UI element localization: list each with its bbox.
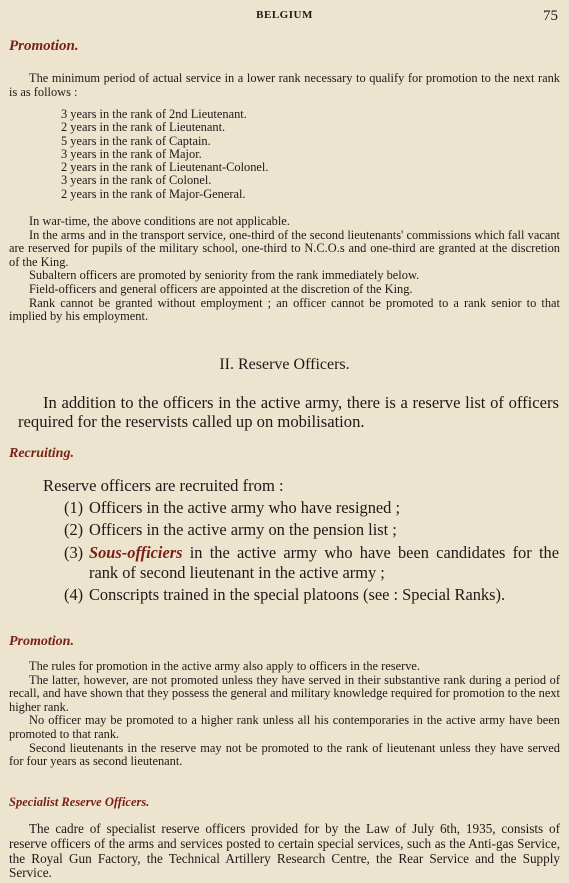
rank-requirements-list <box>61 108 268 201</box>
running-title: BELGIUM <box>256 9 313 21</box>
promotion-rules <box>9 215 560 324</box>
specialist-heading: Specialist Reserve Officers. <box>9 795 150 809</box>
page-header <box>0 8 569 26</box>
rank-requirement: 2 years in the rank of Lieutenant-Colonel. <box>61 160 269 175</box>
reserve-promotion-rules <box>9 660 560 769</box>
page-number: 75 <box>543 8 558 24</box>
rank-requirement: 3 years in the rank of 2nd Lieutenant. <box>61 107 247 121</box>
recruit-source-item: (3) Sous-officiers in the active army who have been candidates for the rank of second lieutenant in the active army ; <box>64 543 559 582</box>
recruit-source-item: (1) Officers in the active army who have resigned ; <box>64 498 401 517</box>
rule-paragraph: In war-time, the above conditions are not applicable. <box>29 214 290 228</box>
rule-paragraph: No officer may be promoted to a higher rank unless all his contemporaries in the active army have been promoted to that rank. <box>9 713 560 741</box>
rule-paragraph: Subaltern officers are promoted by seniority from the rank immediately below. <box>29 268 420 283</box>
rank-requirement: 3 years in the rank of Colonel. <box>61 173 212 188</box>
rank-requirement: 2 years in the rank of Lieutenant. <box>61 120 226 135</box>
promotion-heading: Promotion. <box>9 38 79 54</box>
rule-paragraph: The rules for promotion in the active army also apply to officers in the reserve. <box>29 659 420 673</box>
rule-paragraph: Second lieutenants in the reserve may not be promoted to the rank of lieutenant unless they have served for four years as second lieutenant. <box>9 740 560 769</box>
rule-paragraph: Rank cannot be granted without employment ; an officer cannot be promoted to a rank senior to that implied by his employment. <box>9 295 560 324</box>
rule-paragraph: In the arms and in the transport service, one-third of the second lieutenants' commissions which fall vacant are reserved for pupils of the military school, one-third to N.C.O.s and one-third are granted at the discretion of the King. <box>9 227 560 269</box>
promotion-intro: The minimum period of actual service in a lower rank necessary to qualify for promotion to the next rank is as follows : <box>9 71 560 99</box>
rank-requirement: 2 years in the rank of Major-General. <box>61 186 246 201</box>
recruiting-heading: Recruiting. <box>9 446 74 461</box>
section-title: II. Reserve Officers. <box>219 356 350 373</box>
rank-requirement: 3 years in the rank of Major. <box>61 146 202 161</box>
emphasized-term: Sous-officiers <box>89 543 183 562</box>
specialist-text: The cadre of specialist reserve officers provided for by the Law of July 6th, 1935, consists of reserve officers of the arms and services posted to certain special services, such as the Anti-gas Service, the Royal Gun Factory, the Technical Artillery Research Centre, the Rear Service and the Supply Service. <box>9 821 560 881</box>
reserve-promotion-heading: Promotion. <box>9 634 74 649</box>
reserve-intro: In addition to the officers in the active army, there is a reserve list of officers required for the reservists called up on mobilisation. <box>18 393 559 431</box>
recruiting-lead: Reserve officers are recruited from : <box>43 476 284 495</box>
rule-paragraph: The latter, however, are not promoted unless they have served in their substantive rank during a period of recall, and have shown that they possess the general and military knowledge required for promotion to the next higher rank. <box>9 672 560 714</box>
rank-requirement: 5 years in the rank of Captain. <box>61 133 211 148</box>
rule-paragraph: Field-officers and general officers are appointed at the discretion of the King. <box>29 281 413 296</box>
recruit-source-item: (2) Officers in the active army on the pension list ; <box>64 520 397 539</box>
recruit-source-item: (4) Conscripts trained in the special platoons (see : Special Ranks). <box>64 585 506 604</box>
